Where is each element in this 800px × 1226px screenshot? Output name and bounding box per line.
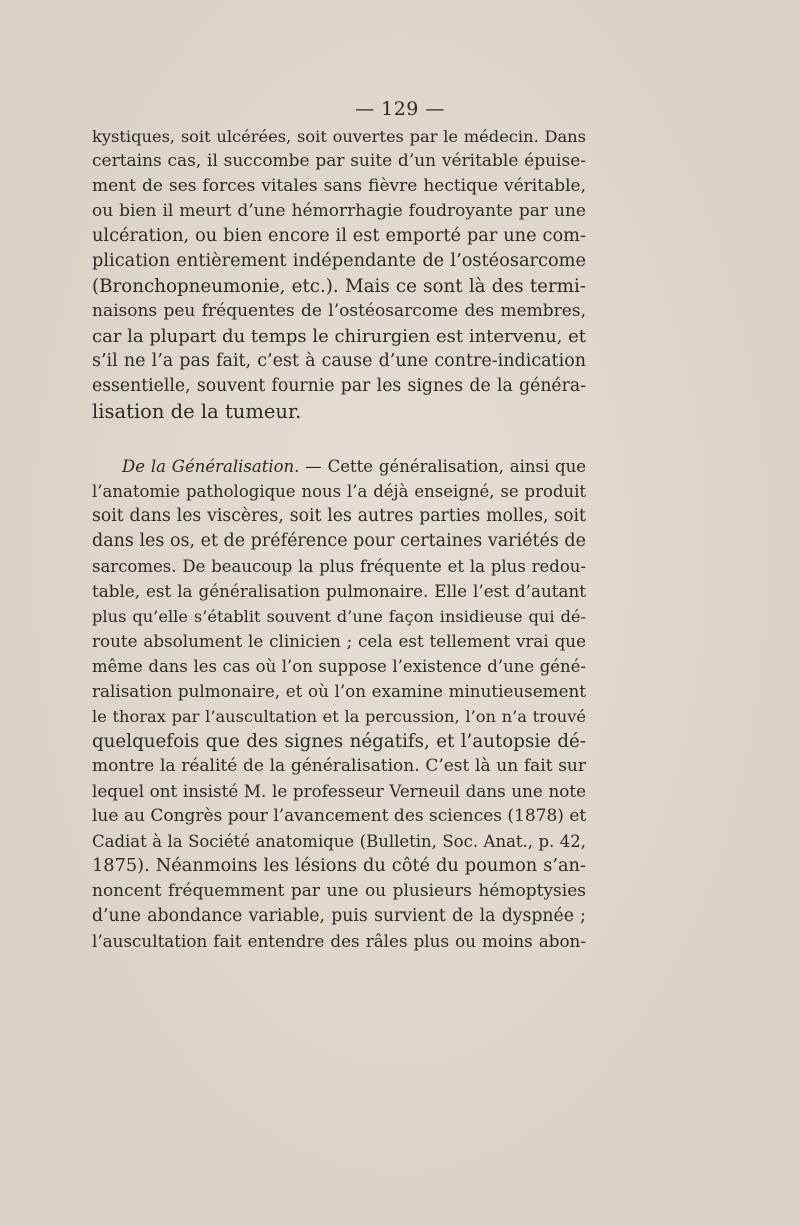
text-line: plication entièrement indépendante de l’ostéosarcome bbox=[92, 251, 586, 271]
text-line: l’anatomie pathologique nous l’a déjà enseigné, se produit bbox=[92, 482, 586, 501]
text-line: même dans les cas où l’on suppose l’existence d’une géné- bbox=[92, 657, 586, 676]
text-line: ralisation pulmonaire, et où l’on examine minutieusement bbox=[92, 681, 586, 701]
text-line: lequel ont insisté M. le professeur Verneuil dans une note bbox=[92, 781, 586, 801]
text-line: d’une abondance variable, puis survient de la dyspnée ; bbox=[92, 906, 586, 926]
text-line: plus qu’elle s’établit souvent d’une façon insidieuse qui dé- bbox=[92, 607, 586, 626]
text-line: table, est la généralisation pulmonaire. Elle l’est d’autant bbox=[92, 581, 586, 601]
text-line: kystiques, soit ulcérées, soit ouvertes par le médecin. Dans bbox=[92, 127, 586, 146]
page-number: — 129 — bbox=[355, 98, 445, 120]
text-line: soit dans les viscères, soit les autres parties molles, soit bbox=[92, 506, 586, 526]
text-line: essentielle, souvent fournie par les signes de la généra- bbox=[92, 376, 586, 396]
text-line: ou bien il meurt d’une hémorrhagie foudroyante par une bbox=[92, 201, 586, 221]
text-line: montre la réalité de la généralisation. C’est là un fait sur bbox=[92, 756, 586, 776]
text-line: s’il ne l’a pas fait, c’est à cause d’une contre-indication bbox=[92, 351, 586, 371]
text-line: route absolument le clinicien ; cela est tellement vrai que bbox=[92, 631, 586, 651]
text-line: lue au Congrès pour l’avancement des sciences (1878) et bbox=[92, 806, 587, 826]
text-line: car la plupart du temps le chirurgien est intervenu, et bbox=[92, 326, 586, 347]
text-line: sarcomes. De beaucoup la plus fréquente et la plus redou- bbox=[92, 557, 586, 576]
text-line: 1875). Néanmoins les lésions du côté du poumon s’an- bbox=[92, 856, 586, 876]
text-line: certains cas, il succombe par suite d’un véritable épuise- bbox=[92, 151, 586, 171]
text-line: ulcération, ou bien encore il est emporté par une com- bbox=[92, 226, 586, 246]
text-line: l’auscultation fait entendre des râles plus ou moins abon- bbox=[92, 931, 586, 951]
text-line: naisons peu fréquentes de l’ostéosarcome des membres, bbox=[92, 301, 586, 321]
text-line: noncent fréquemment par une ou plusieurs hémoptysies bbox=[92, 881, 586, 901]
section-first-line-text: — Cette généralisation, ainsi que bbox=[299, 457, 587, 476]
text-line: (Bronchopneumonie, etc.). Mais ce sont là des termi- bbox=[92, 276, 586, 297]
section-first-line bbox=[122, 454, 586, 479]
text-line: lisation de la tumeur. bbox=[92, 400, 302, 423]
text-line: quelquefois que des signes négatifs, et l’autopsie dé- bbox=[92, 731, 586, 752]
section-heading: De la Généralisation. bbox=[122, 457, 300, 476]
text-line: le thorax par l’auscultation et la percussion, l’on n’a trouvé bbox=[92, 707, 586, 726]
text-line: dans les os, et de préférence pour certaines variétés de bbox=[92, 531, 586, 551]
text-line: ment de ses forces vitales sans fièvre hectique véritable, bbox=[92, 176, 586, 196]
text-line: Cadiat à la Société anatomique (Bulletin, Soc. Anat., p. 42, bbox=[92, 832, 586, 851]
